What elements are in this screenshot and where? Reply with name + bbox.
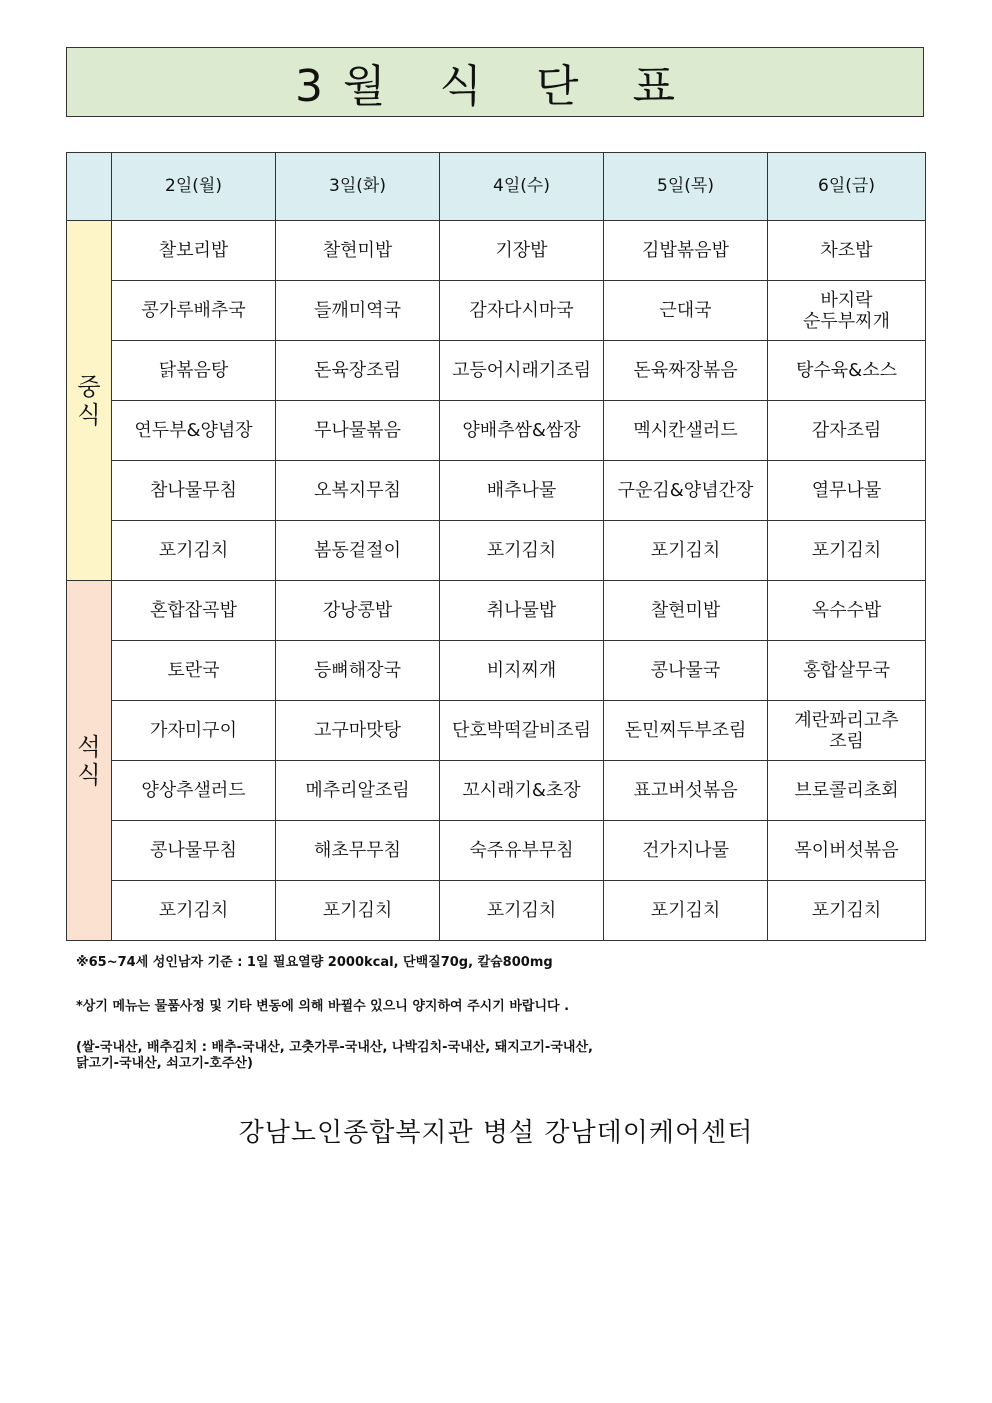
menu-item-cell: 닭볶음탕 [112,341,276,401]
menu-item-cell: 들깨미역국 [276,281,440,341]
day-header: 5일(목) [604,153,768,221]
menu-row [67,221,926,281]
menu-row [67,881,926,941]
menu-item-cell: 돈육장조림 [276,341,440,401]
menu-item-cell: 포기김치 [604,521,768,581]
menu-item-cell: 포기김치 [768,521,926,581]
corner-cell [67,153,112,221]
menu-row [67,521,926,581]
menu-item-cell: 찰보리밥 [112,221,276,281]
menu-item-cell: 단호박떡갈비조림 [440,701,604,761]
menu-item-cell: 가자미구이 [112,701,276,761]
menu-item-cell: 강낭콩밥 [276,581,440,641]
menu-item-cell: 홍합살무국 [768,641,926,701]
menu-item-cell: 비지찌개 [440,641,604,701]
menu-item-cell: 연두부&양념장 [112,401,276,461]
change-note: *상기 메뉴는 물품사정 및 기타 변동에 의해 바뀔수 있으니 양지하여 주시기 바랍니다 . [76,999,570,1014]
menu-item-cell: 등뼈해장국 [276,641,440,701]
menu-item-cell: 구운김&양념간장 [604,461,768,521]
day-header: 6일(금) [768,153,926,221]
meal-label-lunch [67,221,112,581]
menu-item-cell: 돈육짜장볶음 [604,341,768,401]
menu-item-cell: 토란국 [112,641,276,701]
menu-item-cell: 돈민찌두부조림 [604,701,768,761]
menu-item-cell: 찰현미밥 [276,221,440,281]
menu-item-cell: 숙주유부무침 [440,821,604,881]
day-header-row [67,153,926,221]
menu-row [67,761,926,821]
menu-body [67,221,926,941]
menu-item-cell: 배추나물 [440,461,604,521]
menu-item-cell: 포기김치 [604,881,768,941]
menu-item-cell: 콩나물국 [604,641,768,701]
meal-label-text: 중식 [77,372,101,429]
title-box [66,47,924,117]
menu-item-cell: 포기김치 [276,881,440,941]
origin-note-line2: 닭고기-국내산, 쇠고기-호주산) [76,1056,253,1071]
meal-label-text: 석식 [77,732,101,789]
menu-item-cell: 봄동겉절이 [276,521,440,581]
menu-row [67,641,926,701]
menu-item-cell: 고구마맛탕 [276,701,440,761]
menu-item-cell: 바지락 순두부찌개 [768,281,926,341]
menu-item-cell: 기장밥 [440,221,604,281]
menu-item-cell: 김밥볶음밥 [604,221,768,281]
menu-row [67,341,926,401]
menu-item-cell: 차조밥 [768,221,926,281]
menu-item-cell: 무나물볶음 [276,401,440,461]
menu-row [67,821,926,881]
menu-row [67,401,926,461]
menu-row [67,701,926,761]
origin-note-line1: (쌀-국내산, 배추김치 : 배추-국내산, 고춧가루-국내산, 나박김치-국내산, 돼지고기-국내산, [76,1040,593,1055]
menu-item-cell: 탕수육&소스 [768,341,926,401]
menu-item-cell: 메추리알조림 [276,761,440,821]
menu-item-cell: 목이버섯볶음 [768,821,926,881]
menu-item-cell: 감자다시마국 [440,281,604,341]
menu-item-cell: 계란꽈리고추 조림 [768,701,926,761]
menu-row [67,281,926,341]
menu-item-cell: 감자조림 [768,401,926,461]
menu-item-cell: 브로콜리초회 [768,761,926,821]
menu-item-cell: 꼬시래기&초장 [440,761,604,821]
page-title: 3월 식 단 표 [295,61,695,112]
menu-item-cell: 양상추샐러드 [112,761,276,821]
nutrition-note: ※65~74세 성인남자 기준 : 1일 필요열량 2000kcal, 단백질70g, 칼슘800mg [76,955,553,970]
day-header: 2일(월) [112,153,276,221]
footer-organization: 강남노인종합복지관 병설 강남데이케어센터 [238,1118,754,1148]
menu-item-cell: 포기김치 [440,521,604,581]
meal-label-dinner [67,581,112,941]
menu-item-cell: 옥수수밥 [768,581,926,641]
menu-item-cell: 고등어시래기조림 [440,341,604,401]
menu-item-cell: 포기김치 [768,881,926,941]
day-header: 4일(수) [440,153,604,221]
menu-item-cell: 양배추쌈&쌈장 [440,401,604,461]
menu-item-cell: 근대국 [604,281,768,341]
menu-item-cell: 해초무무침 [276,821,440,881]
menu-row [67,461,926,521]
menu-item-cell: 포기김치 [440,881,604,941]
menu-item-cell: 찰현미밥 [604,581,768,641]
menu-item-cell: 혼합잡곡밥 [112,581,276,641]
menu-row [67,581,926,641]
menu-item-cell: 콩가루배추국 [112,281,276,341]
menu-item-cell: 포기김치 [112,881,276,941]
menu-item-cell: 멕시칸샐러드 [604,401,768,461]
menu-item-cell: 오복지무침 [276,461,440,521]
menu-item-cell: 건가지나물 [604,821,768,881]
menu-item-cell: 포기김치 [112,521,276,581]
menu-item-cell: 열무나물 [768,461,926,521]
menu-item-cell: 표고버섯볶음 [604,761,768,821]
day-header: 3일(화) [276,153,440,221]
menu-item-cell: 콩나물무침 [112,821,276,881]
menu-item-cell: 참나물무침 [112,461,276,521]
menu-table [66,152,926,941]
menu-item-cell: 취나물밥 [440,581,604,641]
